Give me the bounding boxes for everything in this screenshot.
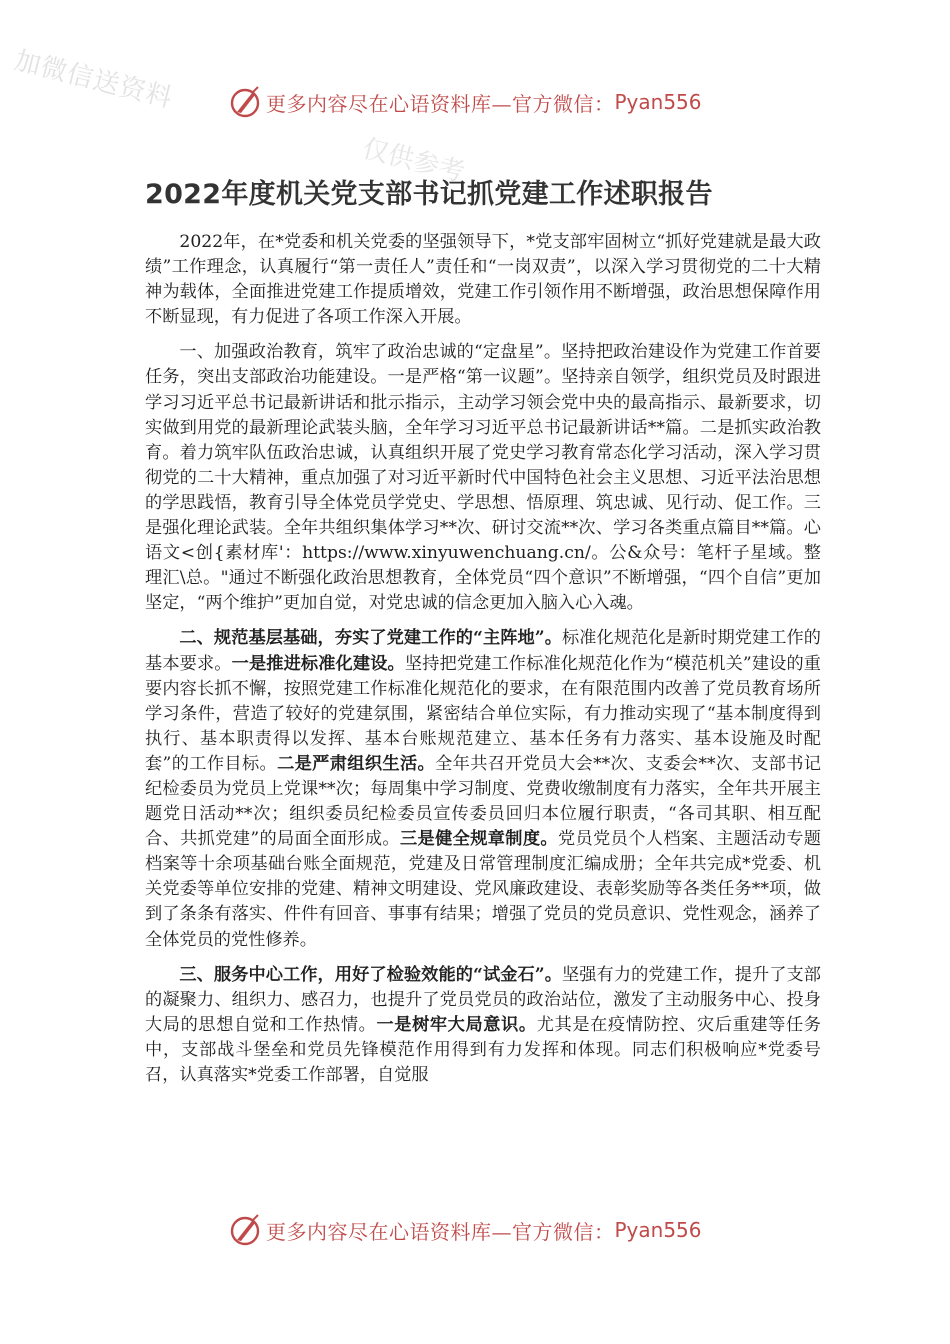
paragraph-intro: 2022年，在*党委和机关党委的坚强领导下，*党支部牢固树立“抓好党建就是最大政绩”工作理念，认真履行“第一责任人”责任和“一岗双责”，以深入学习贯彻党的二十大精神为载体，全面推进党建工作提质增效，党建工作引领作用不断增强，政治思想保障作用不断显现，有力促进了各项工作深入开展。	[145, 232, 821, 328]
banner-text: 更多内容尽在心语资料库—官方微信：	[266, 91, 615, 116]
quill-logo-icon	[228, 85, 262, 119]
section-2-text-b: 坚持把党建工作标准化规范化作为“模范机关”建设的重要内容长抓不懈，按照党建工作标准化规范化的要求，在有限范围内改善了党员教育场所学习条件，营造了较好的党建氛围，紧密结合单位实际，有力推动实现了“基本制度得到执行、基本职责得以发挥、基本台账规范建立、基本任务有力落实、基本设施及时配套”的工作目标。	[145, 653, 821, 774]
section-3-point-1: 一是树牢大局意识。	[376, 1014, 537, 1035]
banner-wechat-id: Pyan556	[614, 1218, 702, 1242]
watermark-mid: 仅供参考	[359, 133, 468, 189]
header-banner	[228, 82, 702, 122]
paragraph-section-3	[145, 963, 821, 1088]
footer-banner	[228, 1210, 702, 1250]
section-2-heading: 二、规范基层基础，夯实了党建工作的“主阵地”。	[179, 628, 563, 649]
section-2-text-a: 标准化规范化是新时期党建工作的基本要求。	[145, 628, 821, 674]
section-2-point-3: 三是健全规章制度。	[399, 829, 558, 850]
banner-text: 更多内容尽在心语资料库—官方微信：	[266, 1219, 615, 1244]
banner-wechat-id: Pyan556	[614, 90, 702, 114]
section-2-text-d: 党员党员个人档案、主题活动专题档案等十余项基础台账全面规范，党建及日常管理制度汇编成册；全年共完成*党委、机关党委等单位安排的党建、精神文明建设、党风廉政建设、表彰奖励等各类任务**项，做到了条条有落实、件件有回音、事事有结果；增强了党员的党员意识、党性观念，涵养了全体党员的党性修养。	[145, 829, 821, 950]
section-2-point-2: 二是严肃组织生活。	[277, 753, 436, 774]
quill-logo-icon	[228, 1213, 262, 1247]
watermark-corner: 加微信送资料	[11, 45, 176, 115]
section-2-point-1: 一是推进标准化建设。	[231, 653, 405, 674]
document-body	[145, 230, 821, 1098]
document-title: 2022年度机关党支部书记抓党建工作述职报告	[145, 179, 713, 210]
section-3-heading: 三、服务中心工作，用好了检验效能的“试金石”。	[179, 964, 563, 985]
paragraph-section-1: 一、加强政治教育，筑牢了政治忠诚的“定盘星”。坚持把政治建设作为党建工作首要任务，突出支部政治功能建设。一是严格“第一议题”。坚持亲自领学，组织党员及时跟进学习习近平总书记最新讲话和批示指示，主动学习领会党中央的最高指示、最新要求，切实做到用党的最新理论武装头脑，全年学习习近平总书记最新讲话**篇。二是抓实政治教育。着力筑牢队伍政治忠诚，认真组织开展了党史学习教育常态化学习活动，深入学习贯彻党的二十大精神，重点加强了对习近平新时代中国特色社会主义思想、习近平法治思想的学思践悟，教育引导全体党员学党史、学思想、悟原理、筑忠诚、见行动、促工作。三是强化理论武装。全年共组织集体学习**次、研讨交流**次、学习各类重点篇目**篇。心语文<创{素材库'：https://www.xinyuwenchuang.cn/。公&众号：笔杆子星域。整理汇\总。"通过不断强化政治思想教育，全体党员“四个意识”不断增强，“四个自信”更加坚定，“两个维护”更加自觉，对党忠诚的信念更加入脑入心入魂。	[145, 342, 821, 614]
section-3-text-a: 坚强有力的党建工作，提升了支部的凝聚力、组织力、感召力，也提升了党员党员的政治站位，激发了主动服务中心、投身大局的思想自觉和工作热情。	[145, 964, 821, 1035]
section-3-text-b: 尤其是在疫情防控、灾后重建等任务中，支部战斗堡垒和党员先锋模范作用得到有力发挥和体现。同志们积极响应*党委号召，认真落实*党委工作部署，自觉服	[145, 1014, 821, 1085]
paragraph-section-2	[145, 626, 821, 952]
section-2-text-c: 全年共召开党员大会**次、支委会**次、支部书记纪检委员为党员上党课**次；每周集中学习制度、党费收缴制度有力落实，全年共开展主题党日活动**次；组织委员纪检委员宣传委员回归本位履行职责，“各司其职、相互配合、共抓党建”的局面全面形成。	[145, 753, 821, 850]
